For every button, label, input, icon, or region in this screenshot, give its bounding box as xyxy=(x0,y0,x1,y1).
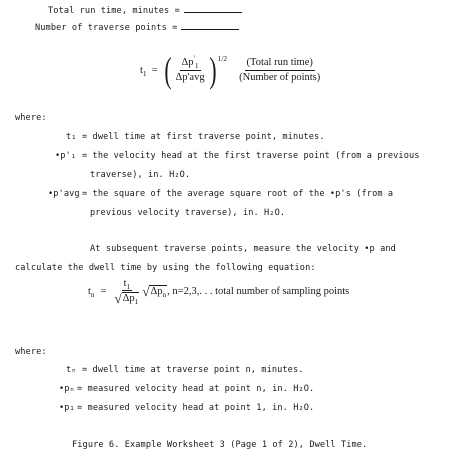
eq1-right-denominator: (Number of points) xyxy=(239,71,321,83)
equation-dwell-subsequent xyxy=(88,278,349,305)
def-pn-text: = measured velocity head at point n, in. H₂O. xyxy=(77,384,315,394)
def-tn-symbol: tₙ xyxy=(66,365,77,375)
paragraph-line-2: calculate the dwell time by using the following equation: xyxy=(15,263,316,273)
total-run-time-field[interactable] xyxy=(48,4,242,16)
def-t1-text: = dwell time at first traverse point, minutes. xyxy=(82,132,325,142)
figure-caption: Figure 6. Example Worksheet 3 (Page 1 of 2), Dwell Time. xyxy=(72,440,368,450)
eq2-radical-sign: √ xyxy=(114,291,122,307)
equation-dwell-first-point xyxy=(140,52,322,88)
def-pavg-text: = the square of the average square root of the •p's (from a xyxy=(82,189,394,199)
def-pavg-continuation: previous velocity traverse), in. H₂O. xyxy=(90,208,286,218)
eq2-equals: = xyxy=(100,286,107,297)
eq2-root: √ $\Delta p_n$ xyxy=(142,284,167,300)
def-tn-text: = dwell time at traverse point n, minutes. xyxy=(82,365,304,375)
where-label-1: where: xyxy=(15,113,47,123)
where-label-2: where: xyxy=(15,347,47,357)
def-p1-text: = the velocity head at the first traverse point (from a previous xyxy=(82,151,420,161)
def-pn-symbol: •pₙ xyxy=(59,384,75,394)
eq1-equals: = xyxy=(151,64,158,76)
eq1-inner-numerator: $\Delta p'_1$ xyxy=(181,53,199,71)
eq2-tail: , n=2,3,. . . total number of sampling points xyxy=(167,286,350,297)
def-p1-measured-symbol: •p₁ xyxy=(59,403,75,413)
eq1-inner-fraction xyxy=(174,53,207,83)
eq1-right-fraction xyxy=(237,57,322,82)
eq1-right-paren: ) xyxy=(208,50,217,90)
eq2-lhs: $t_n$ xyxy=(88,286,95,300)
eq2-fraction xyxy=(113,278,142,305)
def-pavg-symbol: •p'avg xyxy=(48,189,80,199)
def-p1-symbol: •p'₁ xyxy=(55,151,77,161)
eq2-denominator: √ $\Delta p_1$ xyxy=(114,291,139,307)
def-p1-continuation: traverse), in. H₂O. xyxy=(90,170,191,180)
eq1-lhs: $t_1$ xyxy=(140,64,147,78)
def-t1-symbol: t₁ xyxy=(66,132,77,142)
eq1-right-numerator: (Total run time) xyxy=(245,57,315,70)
total-run-time-label: Total run time, minutes = xyxy=(48,6,180,16)
total-run-time-blank[interactable] xyxy=(184,4,242,13)
number-of-points-field[interactable] xyxy=(35,21,239,33)
eq2-root-radical-sign: √ xyxy=(142,284,150,299)
eq1-exponent: 1/2 xyxy=(217,54,228,63)
number-of-points-label: Number of traverse points = xyxy=(35,23,178,33)
paragraph-line-1: At subsequent traverse points, measure the velocity •p and xyxy=(90,244,396,254)
eq1-left-paren: ( xyxy=(163,50,172,90)
eq2-numerator: $t_1$ xyxy=(123,278,131,292)
def-p1-measured-text: = measured velocity head at point 1, in. H₂O. xyxy=(77,403,315,413)
number-of-points-blank[interactable] xyxy=(181,21,239,30)
eq1-inner-denominator: Δp'avg xyxy=(175,71,205,83)
